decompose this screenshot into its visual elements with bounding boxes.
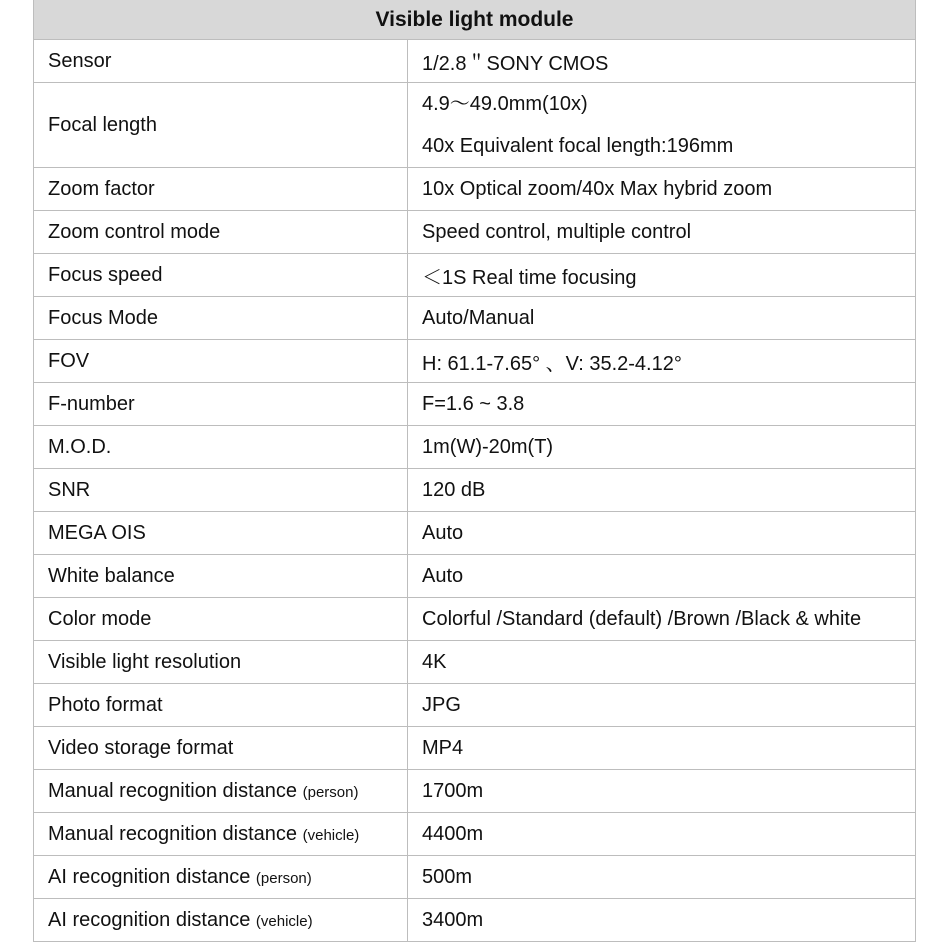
table-row [34, 383, 916, 426]
row-label: FOV [34, 340, 408, 383]
row-label: Video storage format [34, 727, 408, 770]
table-header-row [34, 0, 916, 40]
table-row [34, 641, 916, 684]
row-label-note: (vehicle) [302, 826, 360, 844]
row-label-note: (vehicle) [255, 912, 313, 930]
row-value: 120 dB [408, 469, 916, 512]
row-value: Speed control, multiple control [408, 211, 916, 254]
row-label [34, 813, 408, 856]
table-row [34, 813, 916, 856]
table-row [34, 512, 916, 555]
row-label: SNR [34, 469, 408, 512]
table-row [34, 426, 916, 469]
row-value: 1m(W)-20m(T) [408, 426, 916, 469]
table-row [34, 727, 916, 770]
row-value [408, 83, 916, 168]
row-value: 10x Optical zoom/40x Max hybrid zoom [408, 168, 916, 211]
row-label: MEGA OIS [34, 512, 408, 555]
row-label: Color mode [34, 598, 408, 641]
table-row [34, 469, 916, 512]
row-label: Visible light resolution [34, 641, 408, 684]
row-value: 1/2.8＂SONY CMOS [408, 40, 916, 83]
row-label: Zoom control mode [34, 211, 408, 254]
table-row [34, 254, 916, 297]
table-row [34, 684, 916, 727]
row-label-note: (person) [255, 869, 312, 887]
row-label-text: AI recognition distance [48, 908, 251, 931]
table-row [34, 83, 916, 168]
row-label-note: (person) [302, 783, 359, 801]
row-label [34, 770, 408, 813]
table-title: Visible light module [34, 0, 916, 40]
row-label-text: Manual recognition distance [48, 779, 298, 802]
row-value: Auto [408, 555, 916, 598]
table-row [34, 598, 916, 641]
table-row [34, 770, 916, 813]
row-value-line: 40x Equivalent focal length:196mm [422, 135, 734, 157]
row-label: Sensor [34, 40, 408, 83]
table-row [34, 297, 916, 340]
table-row [34, 168, 916, 211]
row-value: Auto [408, 512, 916, 555]
row-label: Photo format [34, 684, 408, 727]
row-value: ＜1S Real time focusing [408, 254, 916, 297]
row-value: 3400m [408, 899, 916, 942]
row-label: White balance [34, 555, 408, 598]
row-value: F=1.6 ~ 3.8 [408, 383, 916, 426]
row-value: JPG [408, 684, 916, 727]
table-row [34, 856, 916, 899]
row-label [34, 899, 408, 942]
row-value: Colorful /Standard (default) /Brown /Black & white [408, 598, 916, 641]
row-value: MP4 [408, 727, 916, 770]
row-label: M.O.D. [34, 426, 408, 469]
row-value: Auto/Manual [408, 297, 916, 340]
table-row [34, 899, 916, 942]
row-label: Focal length [34, 83, 408, 168]
table-row [34, 340, 916, 383]
row-label [34, 856, 408, 899]
row-value: 4K [408, 641, 916, 684]
row-label-text: Manual recognition distance [48, 822, 298, 845]
row-label: Zoom factor [34, 168, 408, 211]
table-row [34, 555, 916, 598]
row-value: 500m [408, 856, 916, 899]
row-label: F-number [34, 383, 408, 426]
row-label-text: AI recognition distance [48, 865, 251, 888]
row-label: Focus Mode [34, 297, 408, 340]
row-value: 4400m [408, 813, 916, 856]
row-value: H: 61.1-7.65° 、V: 35.2-4.12° [408, 340, 916, 383]
spec-table [33, 0, 916, 942]
row-value: 1700m [408, 770, 916, 813]
row-label: Focus speed [34, 254, 408, 297]
row-value-line: 4.9～49.0mm(10x) [422, 93, 588, 115]
table-row [34, 211, 916, 254]
table-row [34, 40, 916, 83]
